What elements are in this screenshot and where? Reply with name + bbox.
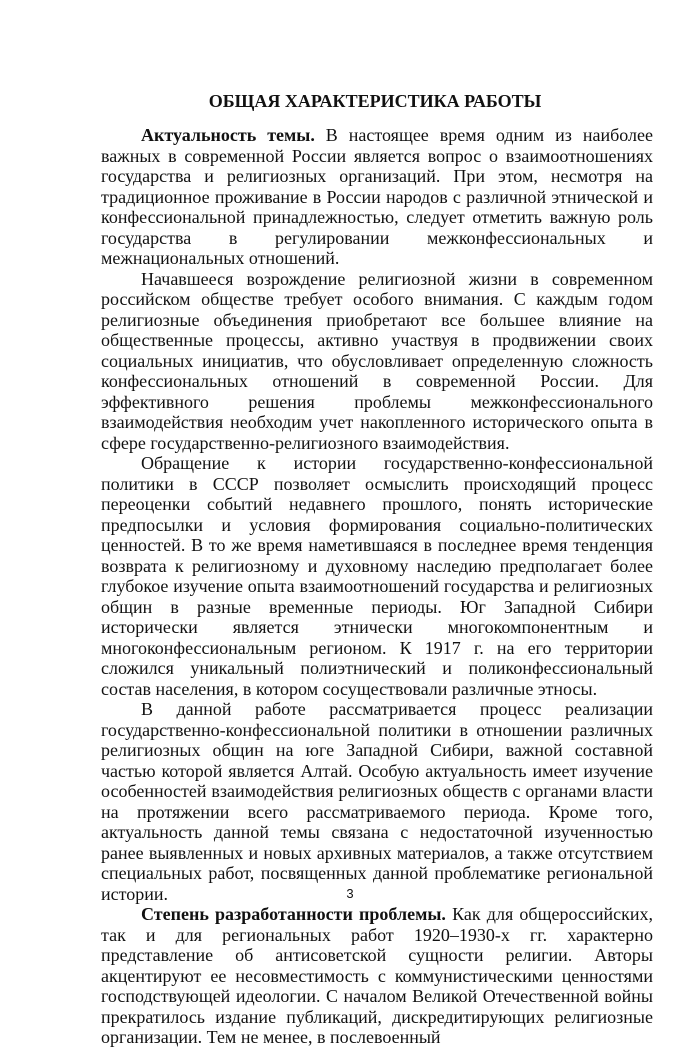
- document-title: ОБЩАЯ ХАРАКТЕРИСТИКА РАБОТЫ: [208, 91, 542, 111]
- paragraph-lead-heading: Актуальность темы.: [141, 125, 315, 145]
- paragraph-text: Начавшееся возрождение религиозной жизни в современном российском обществе требует особого внимания. С каждым годом религиозные объединения приобретают все большее влияние на общественные процессы, активно участвуя в продвижении своих социальных инициатив, что обусловливает определенную сложность конфессиональных отношений в современной России. Для эффективного решения проблемы межконфессионального взаимодействия необходим учет накопленного исторического опыта в сфере государственно-религиозного взаимодействия.: [101, 268, 653, 453]
- paragraph-lead-heading: Степень разработанности проблемы.: [141, 904, 446, 924]
- paragraph-text: В настоящее время одним из наиболее важных в современной России является вопрос о взаимоотношениях государства и религиозных организаций. При этом, несмотря на традиционное проживание в России народов с различной этнической и конфессиональной принадлежностью, следует отметить важную роль государства в регулировании межконфессиональных и межнациональных отношений.: [101, 125, 653, 268]
- document-body: [101, 125, 653, 1048]
- paragraph-text: Как для общероссийских, так и для региональных работ 1920–1930-х гг. характерно представление об антисоветской сущности религии. Авторы акцентируют ее несовместимость с коммунистическими ценностями господствующей идеологии. С началом Великой Отечественной войны прекратилось издание публикаций, дискредитирующих религиозные организации. Тем не менее, в послевоенный: [101, 904, 653, 1047]
- paragraph-relevance: [101, 125, 653, 269]
- paragraph-text: Обращение к истории государственно-конфессиональной политики в СССР позволяет осмыслить происходящий процесс переоценки событий недавнего прошлого, понять исторические предпосылки и условия формирования социально-политических ценностей. В то же время наметившаяся в последнее время тенденция возврата к религиозному и духовному наследию предполагает более глубокое изучение опыта взаимоотношений государства и религиозных общин в разные временные периоды. Юг Западной Сибири исторически является этнически многокомпонентным и многоконфессиональным регионом. К 1917 г. на его территории сложился уникальный полиэтнический и поликонфессиональный состав населения, в котором сосуществовали различные этносы.: [101, 453, 653, 699]
- paragraph-research-degree: [101, 904, 653, 1048]
- paragraph-history: [101, 453, 653, 699]
- paragraph-text: В данной работе рассматривается процесс реализации государственно-конфессиональной политики в отношении различных религиозных общин на юге Западной Сибири, важной составной частью которой является Алтай. Особую актуальность имеет изучение особенностей взаимодействия религиозных обществ с органами власти на протяжении всего рассматриваемого периода. Кроме того, актуальность данной темы связана с недостаточной изученностью ранее выявленных и новых архивных материалов, а также отсутствием специальных работ, посвященных данной проблематике региональной истории.: [101, 699, 653, 904]
- paragraph-scope: [101, 699, 653, 904]
- paragraph-revival: [101, 269, 653, 454]
- page-number: 3: [346, 886, 354, 901]
